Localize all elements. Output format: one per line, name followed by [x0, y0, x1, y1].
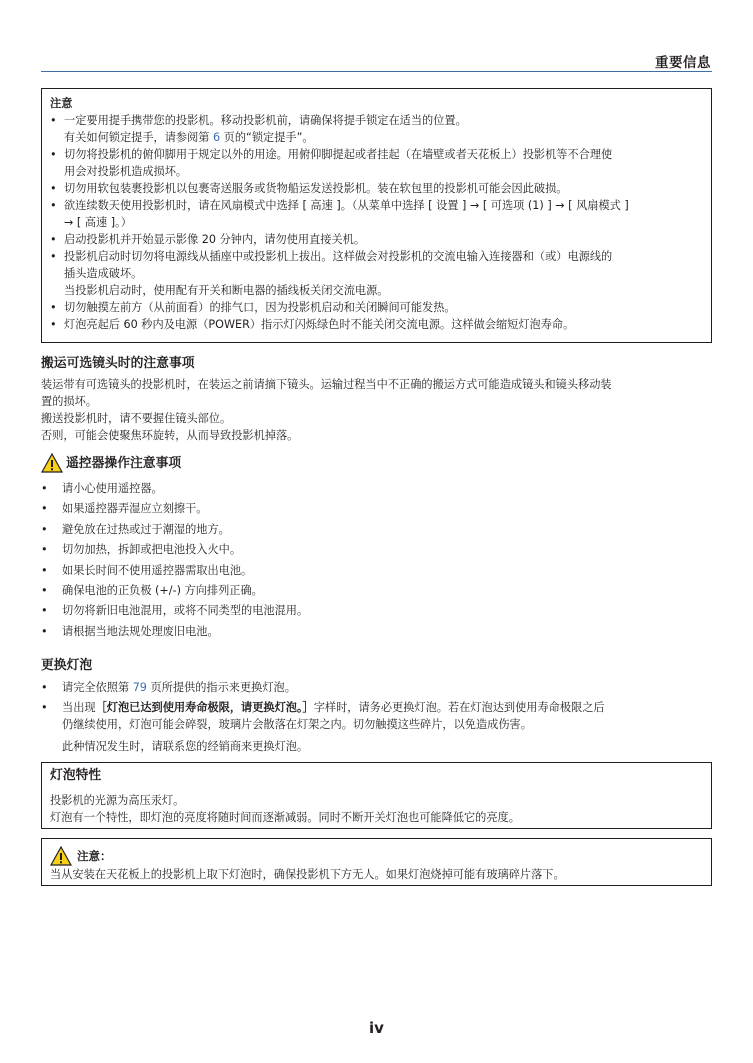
- list-item: • 灯泡亮起后 60 秒内及电源（POWER）指示灯闪烁绿色时不能关闭交流电源。这样做会缩短灯泡寿命。: [50, 316, 703, 333]
- lamp-box-title: 灯泡特性: [50, 768, 102, 783]
- list-item: • 请根据当地法规处理废旧电池。: [41, 623, 712, 640]
- remote-section: [41, 453, 712, 643]
- list-item: • 一定要用提手携带您的投影机。移动投影机前，请确保将提手锁定在适当的位置。: [50, 112, 703, 129]
- list-item: • 切勿触摸左前方（从前面看）的排气口，因为投影机启动和关闭瞬间可能发热。: [50, 299, 703, 316]
- list-item: • 如果遥控器弄湿应立刻擦干。: [41, 500, 712, 517]
- list-item: • 切勿将新旧电池混用，或将不同类型的电池混用。: [41, 602, 712, 619]
- lamp-list: [41, 679, 712, 733]
- list-item: • 切勿加热，拆卸或把电池投入火中。: [41, 541, 712, 558]
- warning-icon: [50, 846, 72, 866]
- header-rule: [41, 71, 712, 72]
- caution-title: 注意: [50, 97, 73, 110]
- list-item: • 如果长时间不使用遥控器需取出电池。: [41, 562, 712, 579]
- list-item: • 切勿将投影机的俯仰脚用于规定以外的用途。用俯仰脚提起或者挂起（在墙壁或者天花板上）投影机等不合理使 用会对投影机造成损坏。: [50, 146, 703, 180]
- list-item-note: 有关如何锁定提手，请参阅第 6 页的“锁定提手”。: [64, 131, 314, 144]
- lens-section-title: 搬运可选镜头时的注意事项: [41, 356, 195, 371]
- lamp-section: [41, 657, 712, 755]
- lamp-section-title: 更换灯泡: [41, 658, 93, 673]
- lamp-note: 此种情况发生时，请联系您的经销商来更换灯泡。: [62, 740, 309, 754]
- list-item: • 当出现［灯泡已达到使用寿命极限，请更换灯泡。］字样时，请务必更换灯泡。若在灯泡达到使用寿命极限之后 仍继续使用，灯泡可能会碎裂，玻璃片会散落在灯架之内。切勿触摸这些碎片，以免造成伤害。: [41, 699, 712, 733]
- lamp-characteristics-box: 灯泡特性 投影机的光源为高压汞灯。 灯泡有一个特性，即灯泡的亮度将随时间而逐渐减弱。同时不断开关灯泡也可能降低它的亮度。: [41, 762, 712, 829]
- list-item: • 投影机启动时切勿将电源线从插座中或投影机上拔出。这样做会对投影机的交流电输入连接器和（或）电源线的 插头造成破坏。: [50, 248, 703, 282]
- remote-list: [41, 480, 712, 640]
- list-item: • 请完全依照第 79 页所提供的指示来更换灯泡。: [41, 679, 712, 696]
- warning-icon: [41, 453, 63, 473]
- warning-title: 注意：: [50, 846, 703, 866]
- list-item-note: 当投影机启动时，使用配有开关和断电器的插线板关闭交流电源。: [64, 284, 389, 297]
- page-number: iv: [369, 1019, 384, 1037]
- list-item: • 请小心使用遥控器。: [41, 480, 712, 497]
- list-item: • 避免放在过热或过于潮湿的地方。: [41, 521, 712, 538]
- remote-section-title: 遥控器操作注意事项: [41, 453, 712, 473]
- list-item: • 切勿用软包装裹投影机以包裹寄送服务或货物船运发送投影机。装在软包里的投影机可能会因此破损。: [50, 180, 703, 197]
- page-link[interactable]: 6: [213, 131, 221, 144]
- lens-section-body: 装运带有可选镜头的投影机时，在装运之前请摘下镜头。运输过程当中不正确的搬运方式可能造成镜头和镜头移动装 置的损坏。 搬送投影机时，请不要握住镜头部位。 否则，可能会使聚焦环旋转，从而导致投影机掉落。: [41, 378, 612, 442]
- warning-box: [41, 838, 712, 886]
- warning-text: 当从安装在天花板上的投影机上取下灯泡时，确保投影机下方无人。如果灯泡烧掉可能有玻璃碎片落下。: [50, 868, 565, 881]
- list-item: • 确保电池的正负极 (+/-) 方向排列正确。: [41, 582, 712, 599]
- lens-section: [41, 355, 712, 444]
- caution-list: [50, 112, 703, 333]
- header-title: 重要信息: [655, 55, 711, 71]
- list-item: • 欲连续数天使用投影机时，请在风扇模式中选择 [ 高速 ]。（从菜单中选择 [ 设置 ] → [ 可选项 (1) ] → [ 风扇模式 ] → [ 高速 ]。）: [50, 197, 703, 231]
- caution-box: [41, 88, 712, 343]
- lamp-message: ［灯泡已达到使用寿命极限，请更换灯泡。］: [95, 701, 314, 715]
- list-item: • 启动投影机并开始显示影像 20 分钟内，请勿使用直接关机。: [50, 231, 703, 248]
- page-link[interactable]: 79: [132, 681, 147, 694]
